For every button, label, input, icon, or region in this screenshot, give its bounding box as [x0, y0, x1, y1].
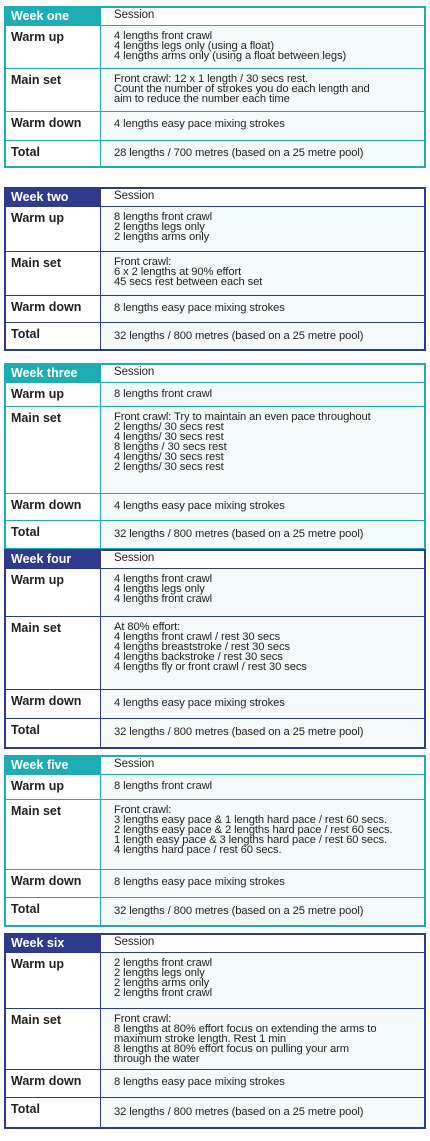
total-row	[6, 1097, 424, 1127]
total-row	[6, 718, 424, 747]
warm-down-content	[101, 870, 424, 897]
main-set-row	[6, 616, 424, 689]
text-line: 8 lengths / 30 secs rest	[114, 441, 227, 453]
main-set-row	[6, 1008, 424, 1069]
text-line: 2 lengths/ 30 secs rest	[114, 421, 224, 433]
week-title: Week three	[6, 365, 101, 382]
main-set-row	[6, 406, 424, 493]
main-set-row	[6, 68, 424, 111]
text-line: 8 lengths easy pace mixing strokes	[114, 876, 285, 888]
session-header: Session	[101, 365, 424, 382]
week-title: Week one	[6, 8, 101, 25]
text-line: 4 lengths hard pace / rest 60 secs.	[114, 844, 282, 856]
warm-down-content	[101, 296, 424, 322]
text-line: 4 lengths front crawl	[114, 593, 213, 605]
week-six-table	[4, 933, 426, 1129]
warm-up-label: Warm up	[6, 26, 101, 68]
warm-down-content	[101, 112, 424, 140]
total-label: Total	[6, 898, 101, 925]
warm-down-row	[6, 1069, 424, 1097]
text-line: 4 lengths/ 30 secs rest	[114, 431, 224, 443]
session-header: Session	[101, 8, 424, 25]
total-label: Total	[6, 719, 101, 747]
warm-up-content	[101, 383, 424, 406]
text-line: 4 lengths front crawl	[114, 30, 213, 42]
warm-down-label: Warm down	[6, 112, 101, 140]
text-line: 32 lengths / 800 metres (based on a 25 metre pool)	[114, 905, 364, 917]
text-line: 4 lengths legs only (using a float)	[114, 40, 275, 52]
main-set-row	[6, 251, 424, 295]
session-header: Session	[101, 757, 424, 774]
text-line: 2 lengths arms only	[114, 231, 210, 243]
text-line: 8 lengths easy pace mixing strokes	[114, 302, 285, 314]
text-line: Front crawl:	[114, 1013, 172, 1025]
warm-down-row	[6, 493, 424, 520]
week-title: Week six	[6, 935, 101, 952]
main-set-content	[101, 800, 424, 869]
warm-down-label: Warm down	[6, 870, 101, 897]
total-label: Total	[6, 323, 101, 349]
text-line: 4 lengths front crawl / rest 30 secs	[114, 631, 281, 643]
warm-up-content	[101, 569, 424, 616]
text-line: 4 lengths backstroke / rest 30 secs	[114, 651, 283, 663]
total-label: Total	[6, 141, 101, 166]
text-line: 8 lengths front crawl	[114, 211, 213, 223]
warm-down-row	[6, 111, 424, 140]
warm-down-content	[101, 494, 424, 520]
text-line: 8 lengths front crawl	[114, 780, 213, 792]
text-line: 8 lengths front crawl	[114, 388, 213, 400]
text-line: 1 length easy pace & 3 lengths hard pace / rest 60 secs.	[114, 834, 388, 846]
warm-down-content	[101, 1070, 424, 1097]
text-line: 6 x 2 lengths at 90% effort	[114, 266, 242, 278]
total-content	[101, 141, 424, 166]
text-line: 2 lengths easy pace & 2 lengths hard pace / rest 60 secs.	[114, 824, 393, 836]
week-four-table	[4, 549, 426, 749]
text-line: 2 lengths front crawl	[114, 987, 213, 999]
week-three-table	[4, 363, 426, 550]
total-row	[6, 322, 424, 349]
warm-up-content	[101, 26, 424, 68]
text-line: through the water	[114, 1053, 200, 1065]
warm-up-content	[101, 953, 424, 1008]
text-line: 8 lengths at 80% effort focus on pulling your arm	[114, 1043, 349, 1055]
week-one-table	[4, 6, 426, 168]
warm-up-row	[6, 382, 424, 406]
main-set-content	[101, 252, 424, 295]
main-set-content	[101, 1009, 424, 1069]
main-set-label: Main set	[6, 1009, 101, 1069]
text-line: 4 lengths arms only (using a float between legs)	[114, 50, 347, 62]
text-line: 2 lengths legs only	[114, 967, 205, 979]
session-header: Session	[101, 935, 424, 952]
text-line: 4 lengths easy pace mixing strokes	[114, 697, 285, 709]
week-header	[6, 189, 424, 206]
main-set-content	[101, 69, 424, 111]
warm-up-label: Warm up	[6, 953, 101, 1008]
warm-up-row	[6, 952, 424, 1008]
text-line: 32 lengths / 800 metres (based on a 25 metre pool)	[114, 726, 364, 738]
total-content	[101, 521, 424, 548]
text-line: 32 lengths / 800 metres (based on a 25 metre pool)	[114, 330, 364, 342]
week-header	[6, 551, 424, 568]
warm-up-row	[6, 568, 424, 616]
total-content	[101, 898, 424, 925]
warm-down-label: Warm down	[6, 1070, 101, 1097]
text-line: 4 lengths easy pace mixing strokes	[114, 500, 285, 512]
main-set-content	[101, 617, 424, 689]
total-label: Total	[6, 1098, 101, 1127]
week-header	[6, 935, 424, 952]
warm-down-content	[101, 690, 424, 718]
text-line: 2 lengths front crawl	[114, 957, 213, 969]
text-line: 4 lengths fly or front crawl / rest 30 secs	[114, 661, 307, 673]
text-line: 4 lengths easy pace mixing strokes	[114, 118, 285, 130]
text-line: 32 lengths / 800 metres (based on a 25 metre pool)	[114, 1106, 364, 1118]
week-title: Week four	[6, 551, 101, 568]
warm-up-row	[6, 25, 424, 68]
warm-up-row	[6, 206, 424, 251]
text-line: 28 lengths / 700 metres (based on a 25 metre pool)	[114, 147, 364, 159]
week-title: Week five	[6, 757, 101, 774]
text-line: Front crawl: Try to maintain an even pace throughout	[114, 411, 371, 423]
text-line: aim to reduce the number each time	[114, 93, 290, 105]
text-line: Front crawl:	[114, 804, 172, 816]
main-set-label: Main set	[6, 252, 101, 295]
warm-up-content	[101, 207, 424, 251]
total-row	[6, 897, 424, 925]
text-line: 2 lengths arms only	[114, 977, 210, 989]
total-row	[6, 520, 424, 548]
total-row	[6, 140, 424, 166]
warm-down-label: Warm down	[6, 690, 101, 718]
main-set-content	[101, 407, 424, 493]
warm-down-label: Warm down	[6, 494, 101, 520]
total-content	[101, 1098, 424, 1127]
main-set-row	[6, 799, 424, 869]
warm-up-label: Warm up	[6, 775, 101, 799]
warm-down-row	[6, 869, 424, 897]
week-two-table	[4, 187, 426, 351]
text-line: 45 secs rest between each set	[114, 276, 263, 288]
text-line: 32 lengths / 800 metres (based on a 25 metre pool)	[114, 528, 364, 540]
text-line: 2 lengths legs only	[114, 221, 205, 233]
session-header: Session	[101, 189, 424, 206]
warm-up-label: Warm up	[6, 383, 101, 406]
text-line: maximum stroke length. Rest 1 min	[114, 1033, 287, 1045]
week-title: Week two	[6, 189, 101, 206]
main-set-label: Main set	[6, 69, 101, 111]
warm-down-label: Warm down	[6, 296, 101, 322]
text-line: 8 lengths easy pace mixing strokes	[114, 1076, 285, 1088]
main-set-label: Main set	[6, 800, 101, 869]
main-set-label: Main set	[6, 407, 101, 493]
session-header: Session	[101, 551, 424, 568]
text-line: 4 lengths breaststroke / rest 30 secs	[114, 641, 291, 653]
text-line: 4 lengths/ 30 secs rest	[114, 451, 224, 463]
text-line: 3 lengths easy pace & 1 length hard pace / rest 60 secs.	[114, 814, 388, 826]
text-line: 4 lengths front crawl	[114, 573, 213, 585]
text-line: At 80% effort:	[114, 621, 181, 633]
warm-up-content	[101, 775, 424, 799]
main-set-label: Main set	[6, 617, 101, 689]
text-line: 8 lengths at 80% effort focus on extending the arms to	[114, 1023, 377, 1035]
warm-up-row	[6, 774, 424, 799]
week-header	[6, 8, 424, 25]
total-content	[101, 323, 424, 349]
week-five-table	[4, 755, 426, 927]
text-line: 2 lengths/ 30 secs rest	[114, 461, 224, 473]
warm-up-label: Warm up	[6, 207, 101, 251]
total-label: Total	[6, 521, 101, 548]
text-line: Front crawl: 12 x 1 length / 30 secs rest.	[114, 73, 309, 85]
warm-up-label: Warm up	[6, 569, 101, 616]
text-line: Count the number of strokes you do each length and	[114, 83, 370, 95]
warm-down-row	[6, 295, 424, 322]
week-header	[6, 757, 424, 774]
warm-down-row	[6, 689, 424, 718]
text-line: Front crawl:	[114, 256, 172, 268]
total-content	[101, 719, 424, 747]
week-header	[6, 365, 424, 382]
text-line: 4 lengths legs only	[114, 583, 205, 595]
